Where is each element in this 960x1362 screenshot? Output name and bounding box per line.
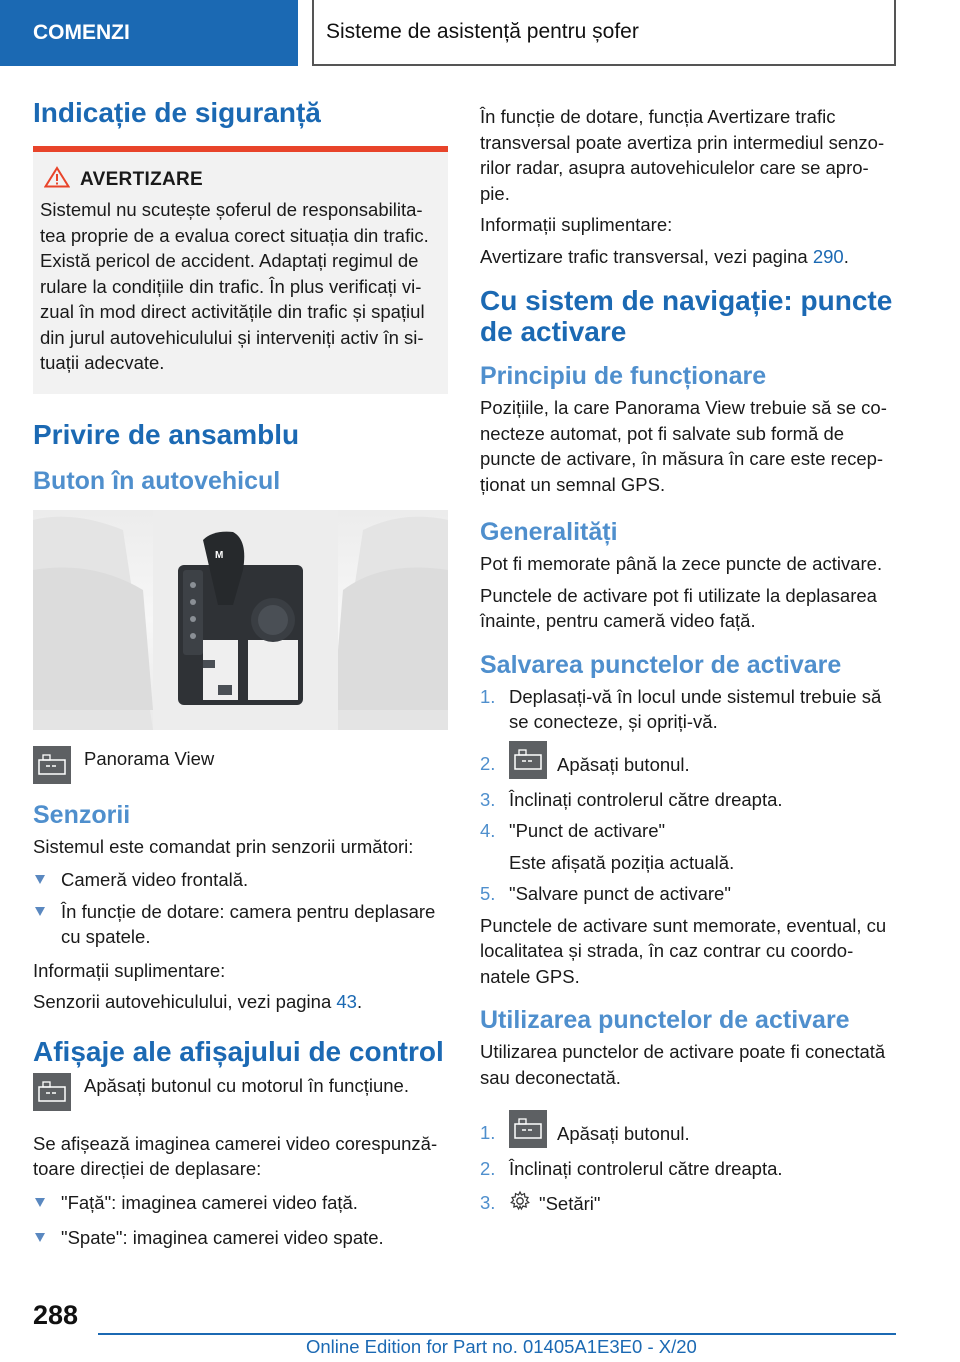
- heading-nav-activation: Cu sistem de navigație: puncte de activare: [480, 285, 893, 347]
- footer-edition: Online Edition for Part no. 01405A1E3E0 - X/20: [306, 1336, 697, 1357]
- use-text: Utilizarea punctelor de activare poate fi conectată sau deconectată.: [480, 1041, 886, 1088]
- more-info-label: Informații suplimentare:: [33, 959, 226, 981]
- warning-label: AVERTIZARE: [80, 168, 203, 190]
- sensors-intro: Sistemul este comandat prin senzorii următori:: [33, 835, 414, 857]
- displays-press-text: Apăsați butonul cu motorul în funcțiune.: [84, 1074, 409, 1096]
- more-info-label: Informații suplimentare:: [480, 214, 673, 235]
- heading-use-points: Utilizarea punctelor de activare: [480, 1006, 850, 1034]
- bullet-triangle-icon: [35, 1233, 45, 1242]
- heading-overview: Privire de ansamblu: [33, 418, 300, 450]
- section-tab: COMENZI: [0, 0, 298, 66]
- list-item: 3. "Setări": [480, 1190, 897, 1219]
- panorama-view-button-icon: [509, 741, 547, 779]
- gear-icon: [509, 1190, 531, 1219]
- heading-save-points: Salvarea punctelor de activare: [480, 650, 842, 679]
- save-steps: [480, 684, 897, 907]
- panorama-view-button-icon: [509, 1110, 547, 1148]
- heading-safety: Indicație de siguranță: [33, 97, 321, 128]
- bullet-triangle-icon: [35, 875, 45, 884]
- displays-list: [33, 1190, 448, 1251]
- list-item: "Față": imaginea camerei video față.: [33, 1190, 448, 1216]
- page-link[interactable]: 43: [336, 991, 357, 1012]
- list-item: 2. Înclinați controlerul către dreapta.: [480, 1158, 783, 1179]
- button-legend: [33, 746, 448, 784]
- page-header: [0, 0, 960, 68]
- list-item: "Spate": imaginea camerei video spate.: [33, 1225, 448, 1251]
- warning-header: [40, 166, 440, 193]
- list-item: 5. "Salvare punct de activare": [480, 883, 731, 904]
- panorama-view-button-icon: [33, 1073, 71, 1111]
- displays-press-row: [33, 1073, 448, 1111]
- chapter-title: Sisteme de asistență pentru șofer: [312, 0, 896, 66]
- page-link[interactable]: 290: [812, 245, 844, 267]
- displays-text: Se afișează imaginea camerei video corespunză-toare direcției de deplasare:: [33, 1132, 438, 1179]
- heading-button: Buton în autovehicul: [33, 466, 281, 495]
- bullet-triangle-icon: [35, 1198, 45, 1207]
- save-note: Punctele de activare sunt memorate, eventual, cu localitatea și strada, în caz contrar cu coordo-natele GPS.: [480, 914, 887, 987]
- left-column: [33, 96, 448, 1251]
- list-item: În funcție de dotare: camera pentru deplasare cu spatele.: [33, 899, 448, 950]
- general-text-2: Punctele de activare pot fi utilizate la deplasarea înainte, pentru cameră video față.: [480, 584, 877, 631]
- panorama-view-button-icon: [33, 746, 71, 784]
- svg-text:M: M: [215, 549, 224, 561]
- principle-text: Pozițiile, la care Panorama View trebuie să se co-necteze automat, pot fi salvate sub formă de puncte de activare, în măsura în care este recep-ționat un semnal GPS.: [480, 397, 887, 495]
- heading-general: Generalități: [480, 518, 618, 546]
- warning-triangle-icon: [44, 166, 70, 193]
- list-item: 1. Deplasați-vă în locul unde sistemul trebuie să se conecteze, și opriți-vă.: [480, 685, 882, 732]
- heading-sensors: Senzorii: [33, 800, 131, 829]
- page-number: 288: [33, 1300, 79, 1330]
- list-item: 3. Înclinați controlerul către dreapta.: [480, 788, 783, 810]
- sensors-reference: Senzorii autovehiculului, vezi pagina 43.: [33, 991, 363, 1012]
- right-column: [480, 104, 897, 1218]
- sensors-list: [33, 867, 448, 950]
- footer-divider: [98, 1333, 896, 1335]
- heading-displays: Afișaje ale afișajului de control: [33, 1035, 444, 1067]
- heading-principle: Principiu de funcționare: [480, 362, 767, 390]
- cross-traffic-reference: Avertizare trafic transversal, vezi pagina 290.: [480, 245, 849, 267]
- general-text-1: Pot fi memorate până la zece puncte de activare.: [480, 553, 883, 574]
- list-item: 4. "Punct de activare" Este afișată poziția actuală.: [480, 820, 735, 873]
- console-photo: [33, 510, 448, 730]
- list-item: Cameră video frontală.: [33, 867, 448, 893]
- list-item: 2. Apăsați butonul.: [480, 741, 897, 779]
- warning-box: [33, 146, 448, 394]
- cross-traffic-intro: În funcție de dotare, funcția Avertizare trafic transversal poate avertiza prin intermediul senzo-rilor radar, asupra autovehiculelor care se apro-pie.: [480, 106, 885, 204]
- button-caption: Panorama View: [84, 747, 215, 769]
- warning-text: Sistemul nu scutește șoferul de responsabilita-tea proprie de a evalua corect situația din trafic. Există pericol de accident. Adaptați regimul de rulare la condițiile din trafic. În plus verificați vi-zual în mod direct activitățile din trafic și spațiul din jurul autovehiculului și interveniți activ în si-tuații adecvate.: [40, 199, 429, 373]
- bullet-triangle-icon: [35, 907, 45, 916]
- use-steps: [480, 1110, 897, 1218]
- list-item: 1. Apăsați butonul.: [480, 1110, 897, 1148]
